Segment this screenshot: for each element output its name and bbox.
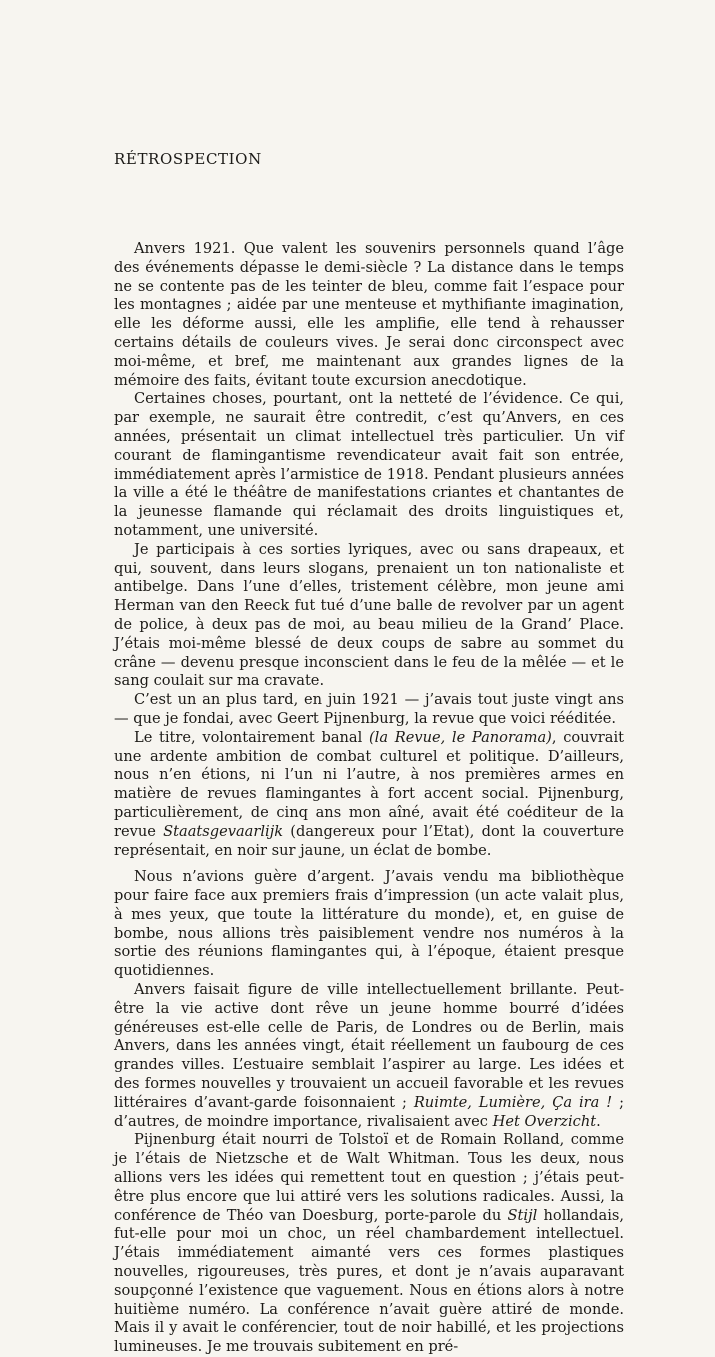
text-segment: Certaines choses, pourtant, ont la netteté de l’évidence. Ce qui, par exemple, ne saurait être contredit, c’est qu’Anvers, en ces années, présentait un climat intellectuel très particulier. Un vif courant de flamingantisme revendicateur avait fait son entrée, immédiatement après l’armistice de 1918. Pendant plusieurs années la ville a été le théâtre de manifestations criantes et chantantes de la jeunesse flamande qui réclamait des droits linguistiques et, notamment, une université. [114, 390, 624, 539]
page-title: RÉTROSPECTION [114, 150, 262, 168]
article-body [114, 240, 624, 1357]
text-segment: Je participais à ces sorties lyriques, avec ou sans drapeaux, et qui, souvent, dans leurs slogans, prenaient un ton nationaliste et antibelge. Dans l’une d’elles, tristement célèbre, mon jeune ami Herman van den Reeck fut tué d’une balle de revolver par un agent de police, à deux pas de moi, au beau milieu de la Grand’ Place. J’étais moi-même blessé de deux coups de sabre au sommet du crâne — devenu presque inconscient dans le feu de la mêlée — et le sang coulait sur ma cravate. [114, 540, 624, 690]
text-segment: . [596, 1112, 601, 1130]
text-segment: (dangereux pour l’Etat), dont la couverture représentait, en noir sur jaune, un éclat de bombe. [114, 822, 624, 859]
text-segment: Anvers 1921. Que valent les souvenirs personnels quand l’âge des événements dépasse le demi-siècle ? La distance dans le temps ne se contente pas de les teinter de bleu, comme fait l’espace pour les montagnes ; aidée par une menteuse et mythifiante imagination, elle les déforme aussi, elle les amplifie, elle tend à rehausser certains détails de couleurs vives. Je serai donc circonspect avec moi-même, et bref, me maintenant aux grandes lignes de la mémoire des faits, évitant toute excursion anecdotique. [114, 240, 624, 389]
italic-text: Het Overzicht [492, 1112, 597, 1130]
italic-text: Staatsgevaarlijk [163, 822, 284, 840]
text-segment: ; d’autres, de moindre importance, rivalisaient avec [114, 1093, 624, 1130]
text-segment: hollandais, fut-elle pour moi un choc, un réel chambardement intellectuel. J’étais immédiatement aimanté vers ces formes plastiques nouvelles, rigoureuses, très pures, et dont je n’avais auparavant soupçonné l’existence que vaguement. Nous en étions alors à notre huitième numéro. La conférence n’avait guère attiré de monde. Mais il y avait le conférencier, tout de noir habillé, et les projections lumineuses. Je me trouvais subitement en pré- [114, 1206, 624, 1356]
paragraph [114, 981, 624, 1131]
paragraph [114, 240, 624, 390]
text-segment: Anvers faisait figure de ville intellectuellement brillante. Peut-être la vie active dont rêve un jeune homme bourré d’idées généreuses est-elle celle de Paris, de Londres ou de Berlin, mais Anvers, dans les années vingt, était réellement un faubourg de ces grandes villes. L’estuaire semblait l’aspirer au large. Les idées et des formes nouvelles y trouvaient un accueil favorable et les revues littéraires d’avant-garde foisonnaient ; [114, 981, 624, 1111]
text-segment: Pijnenburg était nourri de Tolstoï et de Romain Rolland, comme je l’étais de Nietzsche et de Walt Whitman. Tous les deux, nous allions vers les idées qui remettent tout en question ; j’étais peut-être plus encore que lui attiré vers les solutions radicales. Aussi, la conférence de Théo van Doesburg, porte-parole du [114, 1131, 624, 1224]
italic-text: Stijl [507, 1206, 538, 1224]
paragraph [114, 691, 624, 729]
italic-text: Ruimte, Lumière, Ça ira ! [413, 1093, 613, 1111]
paragraph [114, 390, 624, 540]
text-segment: C’est un an plus tard, en juin 1921 — j’avais tout juste vingt ans — que je fondai, avec Geert Pijnenburg, la revue que voici rééditée. [114, 691, 624, 727]
paragraph [114, 1131, 624, 1357]
text-segment: Le titre, volontairement banal [134, 728, 369, 746]
text-segment: Nous n’avions guère d’argent. J’avais vendu ma bibliothèque pour faire face aux premiers frais d’impression (un acte valait plus, à mes yeux, que toute la littérature du monde), et, en guise de bombe, nous allions très paisiblement vendre nos numéros à la sortie des réunions flamingantes qui, à l’époque, étaient presque quotidiennes. [114, 868, 624, 980]
paragraph [114, 729, 624, 861]
paragraph [114, 541, 624, 691]
italic-text: (la Revue, le Panorama) [368, 728, 552, 746]
text-segment: , couvrait une ardente ambition de combat culturel et politique. D’ailleurs, nous n’en étions, ni l’un ni l’autre, à nos premières armes en matière de revues flamingantes à fort accent social. Pijnenburg, particulièrement, de cinq ans mon aîné, avait été coéditeur de la revue [114, 728, 625, 840]
paragraph [114, 868, 624, 981]
